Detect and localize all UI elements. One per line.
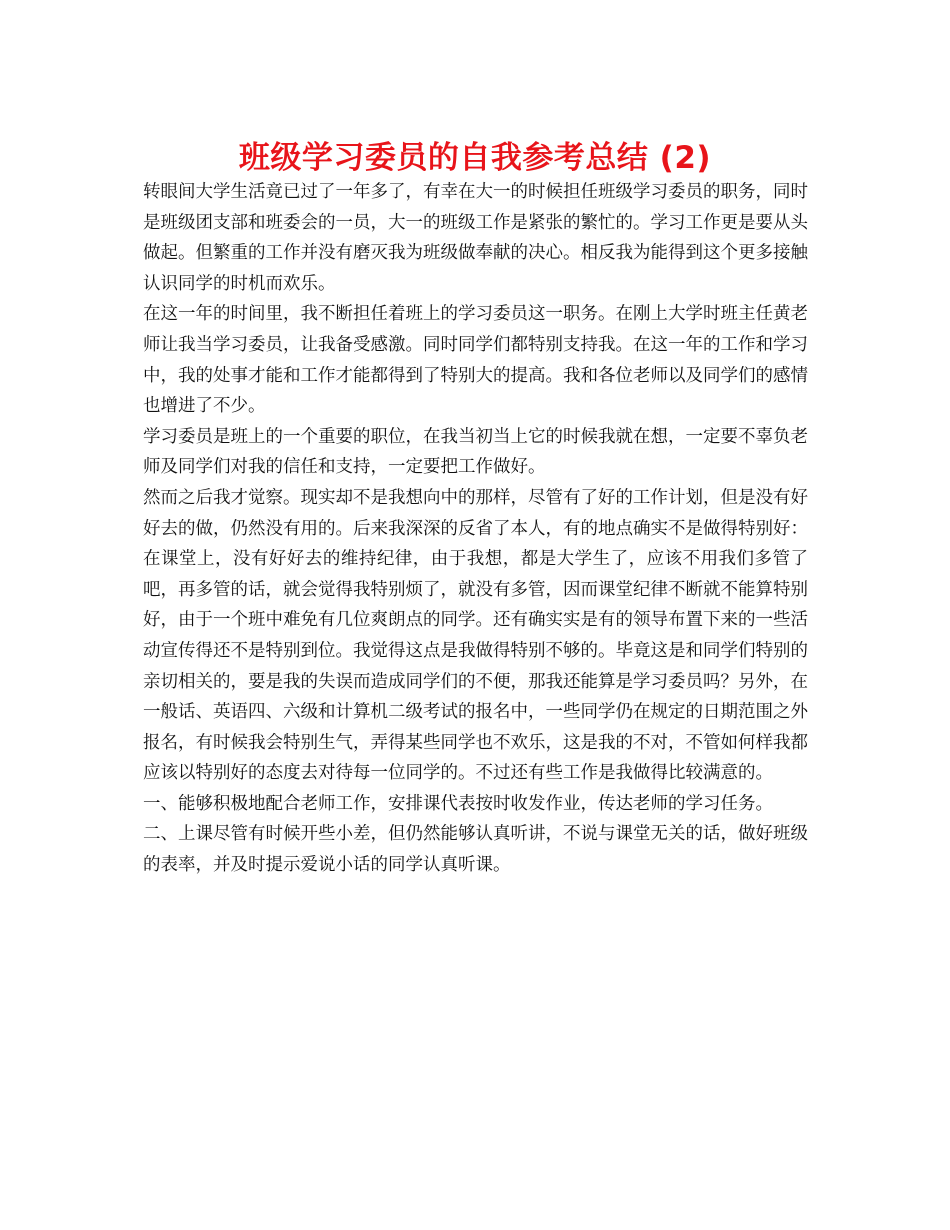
document-body <box>143 177 808 881</box>
document-title: 班级学习委员的自我参考总结 (2) <box>238 140 712 176</box>
paragraph-4: 然而之后我才觉察。现实却不是我想向中的那样，尽管有了好的工作计划，但是没有好好去的做，仍然没有用的。后来我深深的反省了本人，有的地点确实不是做得特别好：在课堂上，没有好好去的维持纪律，由于我想，都是大学生了，应该不用我们多管了吧，再多管的话，就会觉得我特别烦了，就没有多管，因而课堂纪律不断就不能算特别好，由于一个班中难免有几位爽朗点的同学。还有确实实是有的领导布置下来的一些活动宣传得还不是特别到位。我觉得这点是我做得特别不够的。毕竟这是和同学们特别的亲切相关的，要是我的失误而造成同学们的不便，那我还能算是学习委员吗？另外，在一般话、英语四、六级和计算机二级考试的报名中，一些同学仍在规定的日期范围之外报名，有时候我会特别生气，弄得某些同学也不欢乐，这是我的不对，不管如何样我都应该以特别好的态度去对待每一位同学的。不过还有些工作是我做得比较满意的。 <box>143 487 808 784</box>
paragraph-6: 二、上课尽管有时候开些小差，但仍然能够认真听讲，不说与课堂无关的话，做好班级的表率，并及时提示爱说小话的同学认真听课。 <box>143 824 808 876</box>
paragraph-5: 一、能够积极地配合老师工作，安排课代表按时收发作业，传达老师的学习任务。 <box>143 793 773 814</box>
paragraph-2: 在这一年的时间里，我不断担任着班上的学习委员这一职务。在刚上大学时班主任黄老师让我当学习委员，让我备受感激。同时同学们都特别支持我。在这一年的工作和学习中，我的处事才能和工作才能都得到了特别大的提高。我和各位老师以及同学们的感情也增进了不少。 <box>143 304 808 417</box>
paragraph-1: 转眼间大学生活竟已过了一年多了，有幸在大一的时候担任班级学习委员的职务，同时是班级团支部和班委会的一员，大一的班级工作是紧张的繁忙的。学习工作更是要从头做起。但繁重的工作并没有磨灭我为班级做奉献的决心。相反我为能得到这个更多接触认识同学的时机而欢乐。 <box>143 182 808 294</box>
paragraph-3: 学习委员是班上的一个重要的职位，在我当初当上它的时候我就在想，一定要不辜负老师及同学们对我的信任和支持，一定要把工作做好。 <box>143 426 808 478</box>
